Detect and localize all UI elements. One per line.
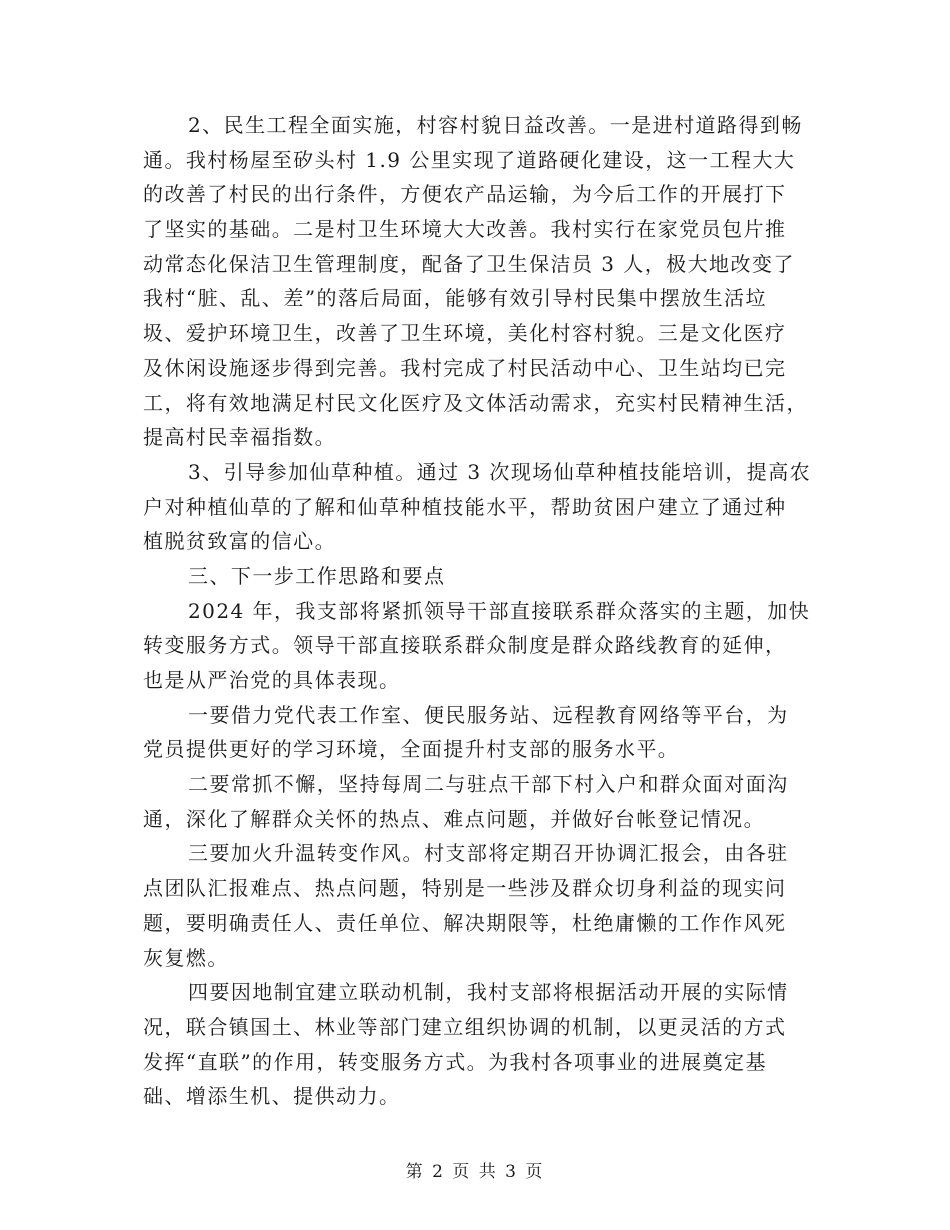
paragraph-line: 一要借力党代表工作室、便民服务站、远程教育网络等平台，为: [188, 702, 789, 727]
paragraph-line: 党员提供更好的学习环境，全面提升村支部的服务水平。: [143, 737, 680, 762]
paragraph-line: 3、引导参加仙草种植。通过 3 次现场仙草种植技能培训，提高农: [188, 459, 812, 484]
paragraph-line: 三要加火升温转变作风。村支部将定期召开协调汇报会，由各驻: [188, 841, 789, 866]
page-number-footer: 第 2 页 共 3 页: [405, 1162, 545, 1182]
paragraph-line: 题，要明确责任人、责任单位、解决期限等，杜绝庸懒的工作作风死: [143, 910, 787, 935]
paragraph-line: 圾、爱护环境卫生，改善了卫生环境，美化村容村貌。三是文化医疗: [143, 321, 787, 346]
paragraph-line: 了坚实的基础。二是村卫生环境大大改善。我村实行在家党员包片推: [143, 217, 787, 242]
paragraph-line: 提高村民幸福指数。: [143, 425, 337, 450]
paragraph-line: 通。我村杨屋至矽头村 1.9 公里实现了道路硬化建设，这一工程大大: [143, 147, 796, 172]
paragraph-line: 通，深化了解群众关怀的热点、难点问题，并做好台帐登记情况。: [143, 806, 766, 831]
paragraph-line: 的改善了村民的出行条件，方便农产品运输，为今后工作的开展打下: [143, 182, 787, 207]
paragraph-line: 发挥“直联”的作用，转变服务方式。为我村各项事业的进展奠定基: [143, 1049, 767, 1074]
paragraph-line: 础、增添生机、提供动力。: [143, 1084, 401, 1109]
paragraph-line: 四要因地制宜建立联动机制，我村支部将根据活动开展的实际情: [188, 980, 789, 1005]
paragraph-line: 2024 年，我支部将紧抓领导干部直接联系群众落实的主题，加快: [188, 598, 811, 623]
paragraph-line: 动常态化保洁卫生管理制度，配备了卫生保洁员 3 人，极大地改变了: [143, 251, 795, 276]
paragraph-line: 转变服务方式。领导干部直接联系群众制度是群众路线教育的延伸，: [143, 633, 787, 658]
paragraph-line: 况，联合镇国土、林业等部门建立组织协调的机制，以更灵活的方式: [143, 1014, 787, 1039]
document-body: [143, 108, 813, 1114]
section-heading: 三、下一步工作思路和要点: [188, 563, 446, 588]
paragraph-line: 也是从严治党的具体表现。: [143, 668, 401, 692]
paragraph-line: 二要常抓不懈，坚持每周二与驻点干部下村入户和群众面对面沟: [188, 772, 789, 797]
paragraph-line: 及休闲设施逐步得到完善。我村完成了村民活动中心、卫生站均已完: [143, 355, 787, 380]
paragraph-line: 我村“脏、乱、差”的落后局面，能够有效引导村民集中摆放生活垃: [143, 286, 767, 311]
paragraph-line: 户对种植仙草的了解和仙草种植技能水平，帮助贫困户建立了通过种: [143, 494, 787, 519]
paragraph-line: 工，将有效地满足村民文化医疗及文体活动需求，充实村民精神生活，: [143, 390, 808, 415]
paragraph-line: 2、民生工程全面实施，村容村貌日益改善。一是进村道路得到畅: [188, 113, 803, 137]
paragraph-line: 灰复燃。: [143, 945, 229, 970]
paragraph-line: 植脱贫致富的信心。: [143, 529, 337, 554]
paragraph-line: 点团队汇报难点、热点问题，特别是一些涉及群众切身利益的现实问: [143, 876, 787, 901]
